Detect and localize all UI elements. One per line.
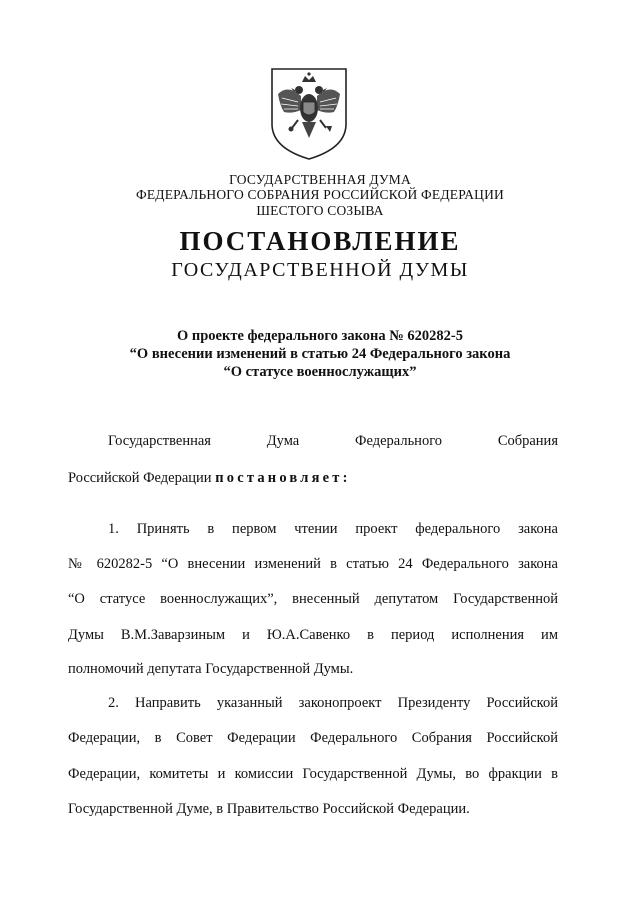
document-subtitle: ГОСУДАРСТВЕННОЙ ДУМЫ <box>171 259 469 281</box>
coat-of-arms-icon <box>268 66 350 162</box>
item2-line-4: Государственной Думе, в Правительство Российской Федерации. <box>68 801 470 817</box>
preamble-line-1: Государственная Дума Федерального Собрания <box>108 433 558 449</box>
item2-line-2: Федерации, в Совет Федерации Федерального Собрания Российской <box>68 730 558 746</box>
resolves-word: постановляет: <box>215 470 351 486</box>
header-line-duma: ГОСУДАРСТВЕННАЯ ДУМА <box>229 172 411 187</box>
item2-line-1: 2. Направить указанный законопроект Президенту Российской <box>108 695 558 711</box>
header-line-federal-assembly: ФЕДЕРАЛЬНОГО СОБРАНИЯ РОССИЙСКОЙ ФЕДЕРАЦИИ <box>136 187 504 202</box>
preamble-line-2 <box>68 469 558 487</box>
item1-line-1: 1. Принять в первом чтении проект федерального закона <box>108 521 558 537</box>
item1-line-2: № 620282-5 “О внесении изменений в статью 24 Федерального закона <box>68 556 558 572</box>
bill-line-title: “О внесении изменений в статью 24 Федерального закона <box>129 346 511 362</box>
bill-line-law-name: “О статусе военнослужащих” <box>223 364 417 380</box>
item1-line-4: Думы В.М.Заварзиным и Ю.А.Савенко в период исполнения им <box>68 627 558 643</box>
preamble-text: Российской Федерации <box>68 470 216 486</box>
item2-line-3: Федерации, комитеты и комиссии Государственной Думы, во фракции в <box>68 766 558 782</box>
document-title: ПОСТАНОВЛЕНИЕ <box>179 226 461 256</box>
bill-line-number: О проекте федерального закона № 620282-5 <box>176 328 464 344</box>
item1-line-5: полномочий депутата Государственной Думы. <box>68 661 354 677</box>
header-line-convocation: ШЕСТОГО СОЗЫВА <box>256 203 384 218</box>
item1-line-3: “О статусе военнослужащих”, внесенный депутатом Государственной <box>68 591 558 607</box>
